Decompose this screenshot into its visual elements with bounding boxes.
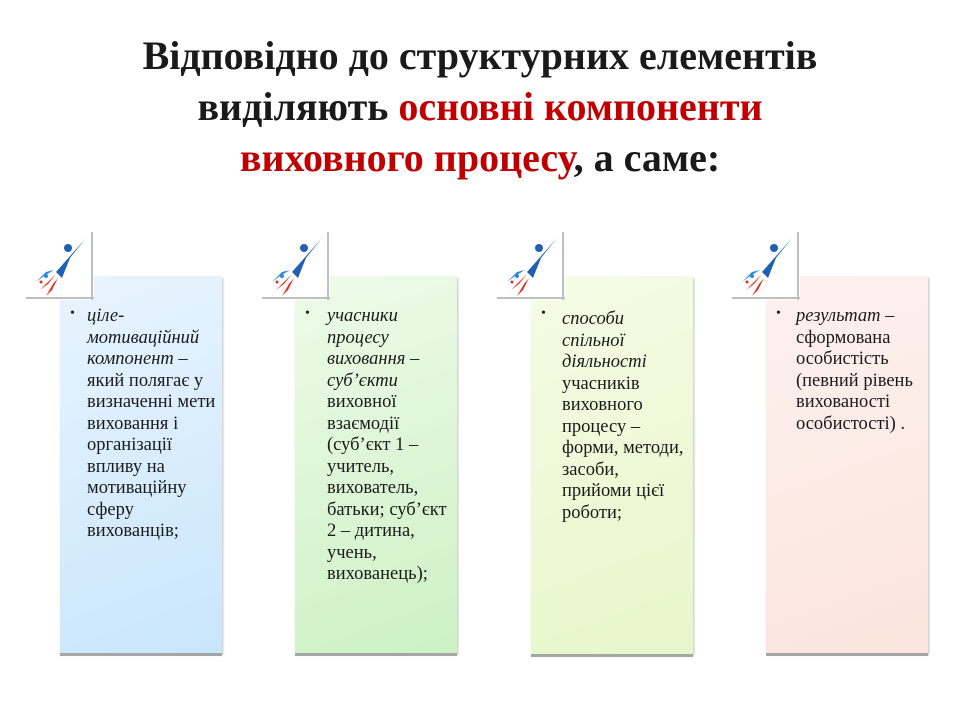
card-text xyxy=(87,306,222,543)
card-italic-term: способи спільної діяльності xyxy=(562,309,647,372)
title-line-3 xyxy=(0,132,960,183)
component-card-1 xyxy=(60,276,222,653)
title-accent-1: основні компоненти xyxy=(398,84,763,129)
slide-title xyxy=(0,30,960,183)
title-line-3-plain: , а саме: xyxy=(573,135,721,180)
card-description: учасників виховного процесу – форми, методи, засоби, прийоми цієї роботи; xyxy=(562,373,684,523)
title-line-2-plain: виділяють xyxy=(197,84,399,129)
bullet-dot: • xyxy=(776,306,781,321)
card-text xyxy=(796,306,928,435)
card-text xyxy=(327,306,455,586)
card-bottom-bar xyxy=(766,653,928,656)
card-bottom-bar xyxy=(60,653,222,656)
card-italic-term: ціле-мотиваційний компонент xyxy=(87,306,200,369)
component-card-4 xyxy=(766,276,928,653)
flying-figure-logo-icon xyxy=(262,232,330,300)
title-line-1: Відповідно до структурних елементів xyxy=(142,33,818,78)
flying-figure-logo-icon xyxy=(26,232,94,300)
flying-figure-logo-icon xyxy=(732,232,800,300)
bullet-dot: • xyxy=(541,306,546,321)
bullet-dot: • xyxy=(305,306,310,321)
card-description: – сформована особистість (певний рівень вихованості особистості) . xyxy=(796,306,913,434)
card-italic-term: учасники процесу виховання – суб’єкти xyxy=(327,306,420,391)
component-card-2 xyxy=(295,276,457,653)
flying-figure-logo-icon xyxy=(497,232,565,300)
component-card-3 xyxy=(531,276,693,654)
card-italic-term: результат xyxy=(796,306,881,326)
card-bottom-bar xyxy=(295,653,457,656)
card-text xyxy=(562,309,690,524)
card-description: виховної взаємодії (суб’єкт 1 – учитель, вихователь, батьки; суб’єкт 2 – дитина, учень, вихованець); xyxy=(327,392,447,584)
bullet-dot: • xyxy=(70,306,75,321)
title-accent-2: виховного процесу xyxy=(239,135,574,180)
card-bottom-bar xyxy=(531,654,693,657)
card-description: – який полягає у визначенні мети виховання і організації впливу на мотиваційну сферу вихованців; xyxy=(87,349,216,541)
title-line-2 xyxy=(0,81,960,132)
